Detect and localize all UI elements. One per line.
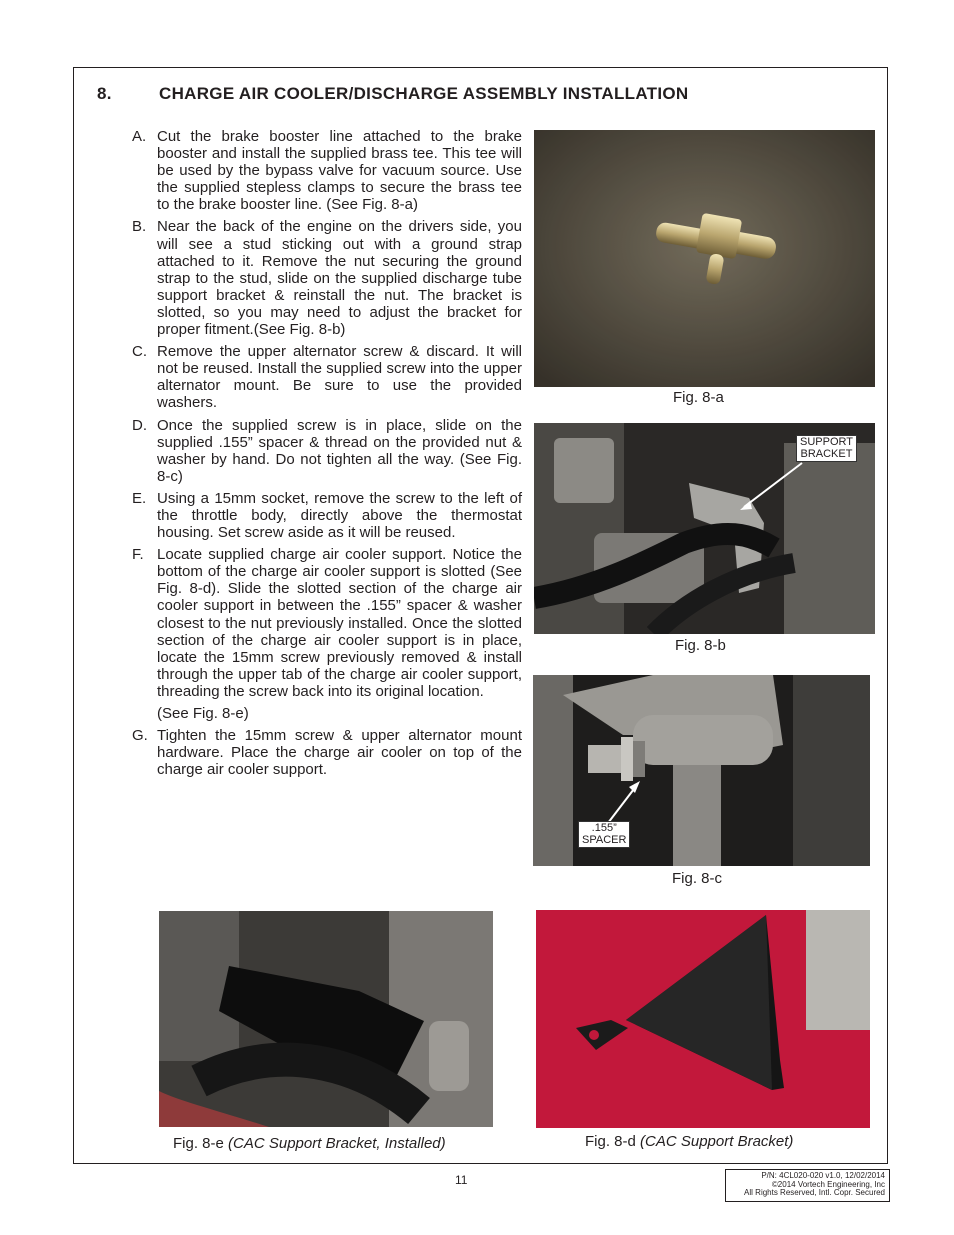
callout-line: .155” <box>591 822 617 834</box>
photo-fig-8a-brass-tee <box>534 130 875 387</box>
step-g <box>130 727 522 778</box>
step-text: Cut the brake booster line attached to the brake booster and install the supplied brass tee. This tee will be used by the bypass valve for vacuum source. Use the supplied stepless clamps to secure the brass tee to the brake booster line. (See Fig. 8-a) <box>157 128 522 214</box>
fig-8b-caption: Fig. 8-b <box>675 637 726 654</box>
step-text: Near the back of the engine on the drivers side, you will see a stud sticking out with a ground strap attached to it. Remove the nut securing the ground strap to the stud, slide on the supplied discharge tube support bracket & reinstall the nut. The bracket is slotted, so you may need to adjust the bracket for proper fitment.(See Fig. 8-b) <box>157 218 522 339</box>
fig-8d-caption <box>585 1133 793 1150</box>
step-letter: C. <box>132 343 147 361</box>
step-c <box>130 343 522 411</box>
step-text: Using a 15mm socket, remove the screw to the left of the throttle body, directly above the thermostat housing. Set screw aside as it will be reused. <box>157 489 522 542</box>
part-number: P/N: 4CL020-020 v1.0, 12/02/2014 <box>761 1171 885 1180</box>
fig-8e-label: Fig. 8-e <box>173 1135 224 1152</box>
step-e <box>130 490 522 541</box>
instruction-list <box>130 128 522 783</box>
spacer-callout <box>578 821 630 848</box>
fig-8d-note: (CAC Support Bracket) <box>640 1133 794 1150</box>
step-letter: G. <box>132 727 148 745</box>
callout-line: SPACER <box>582 833 627 846</box>
fig-8c-caption: Fig. 8-c <box>672 870 723 887</box>
step-b <box>130 218 522 338</box>
photo-fig-8d-cac-support-bracket <box>536 910 870 1128</box>
section-heading <box>97 84 688 104</box>
step-a <box>130 128 522 213</box>
fig-8e-caption <box>173 1135 446 1152</box>
step-text: Once the supplied screw is in place, slide on the supplied .155” spacer & thread on the provided nut & washer by hand. Do not tighten all the way. (See Fig. 8-c) <box>157 416 522 485</box>
step-text: Locate supplied charge air cooler support. Notice the bottom of the charge air cooler support is slotted (See Fig. 8-d). Slide the slotted section of the charge air cooler support in between the .155” spacer & washer closest to the nut previously installed. Once the slotted section of the charge air cooler support is in place, locate the 15mm screw previously removed & install through the upper tab of the charge air cooler support, threading the screw back into its original location. <box>157 546 522 700</box>
step-letter: E. <box>132 489 147 507</box>
step-letter: A. <box>132 128 147 145</box>
fig-8a-caption: Fig. 8-a <box>673 389 724 406</box>
callout-line: SUPPORT <box>800 436 853 448</box>
step-letter: D. <box>132 416 147 434</box>
step-d <box>130 417 522 485</box>
section-number: 8. <box>97 84 112 103</box>
step-see-figure: (See Fig. 8-e) <box>157 705 249 722</box>
step-text: Remove the upper alternator screw & discard. It will not be reused. Install the supplied screw into the upper alternator mount. Be sure to use the provided washers. <box>157 343 522 412</box>
step-f <box>130 546 522 722</box>
photo-fig-8e-bracket-installed <box>159 911 493 1127</box>
step-text: Tighten the 15mm screw & upper alternator mount hardware. Place the charge air cooler on top of the charge air cooler support. <box>157 727 522 779</box>
step-letter: F. <box>132 546 144 564</box>
copyright: ©2014 Vortech Engineering, Inc <box>771 1179 885 1189</box>
page-number: 11 <box>455 1173 468 1187</box>
fig-8d-label: Fig. 8-d <box>585 1133 636 1150</box>
fig-8e-note: (CAC Support Bracket, Installed) <box>228 1135 446 1152</box>
support-bracket-callout <box>796 435 857 462</box>
part-number-box <box>725 1169 890 1202</box>
rights-statement: All Rights Reserved, Intl. Copr. Secured <box>744 1188 885 1198</box>
section-title: CHARGE AIR COOLER/DISCHARGE ASSEMBLY INSTALLATION <box>159 84 689 103</box>
step-letter: B. <box>132 218 147 236</box>
callout-line: BRACKET <box>800 447 853 460</box>
